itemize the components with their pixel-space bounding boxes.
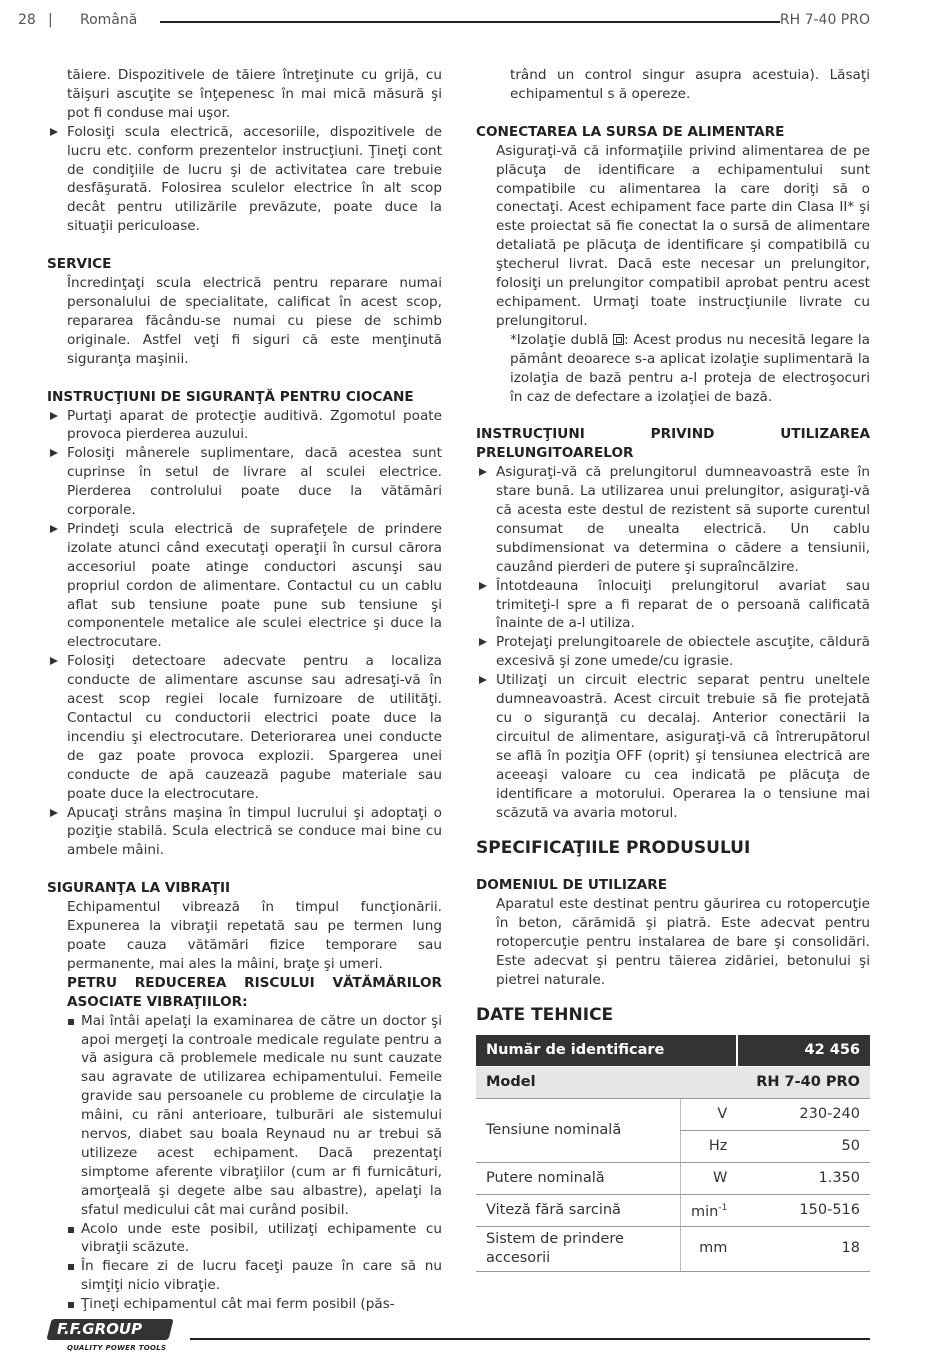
domain-text: Aparatul este destinat pentru găurirea cu rotopercuţie în beton, cărămidă şi piatră. Este adecvat pentru rotopercuţie pentru instalarea de bare şi consolidări. Este adecvat şi pentru tăierea zidăriei, betonului şi pietrei naturale.: [496, 896, 870, 988]
service-text: Încredinţaţi scula electrică pentru reparare numai personalului de specialitate, calificat în acest scop, repararea făcându-se numai cu piese de schimb originale. Astfel veţi fi siguri că este menţinută siguranţa maşinii.: [67, 275, 442, 367]
chuck-value: 18: [737, 1226, 870, 1271]
power-heading: CONECTAREA LA SURSA DE ALIMENTARE: [476, 123, 785, 140]
domain-heading: DOMENIUL DE UTILIZARE: [476, 877, 668, 894]
page-number: 28: [18, 12, 36, 28]
speed-unit-exponent: -1: [718, 1202, 728, 1213]
power-label: Putere nominală: [476, 1162, 681, 1194]
chuck-unit: mm: [681, 1226, 738, 1271]
header-rule: [160, 21, 780, 23]
table-row: [476, 1035, 870, 1067]
specifications-heading: SPECIFICAŢIILE PRODUSULUI: [476, 838, 751, 859]
vibration-heading: SIGURANŢA LA VIBRAŢII: [47, 880, 231, 897]
service-heading: SERVICE: [47, 256, 112, 273]
header-separator: |: [48, 12, 53, 28]
intro-text: tăiere. Dispozitivele de tăiere întreţinute cu grijă, cu tăişuri ascuţite se înţepenesc în mai mică măsură şi pot fi conduse mai uşor.: [67, 67, 442, 121]
tech-data-heading: DATE TEHNICE: [476, 1004, 614, 1025]
logo-text: F.F.GROUP: [57, 1320, 143, 1338]
frequency-unit: Hz: [681, 1130, 738, 1162]
continued-text: trând un control singur asupra acestuia). Lăsaţi echipamentul s ă opereze.: [510, 67, 870, 102]
id-label: Număr de identificare: [476, 1035, 737, 1067]
page-header: [18, 12, 870, 34]
tech-data-table: [476, 1035, 870, 1272]
reduce-risk-heading: PETRU REDUCEREA RISCULUI VĂTĂMĂRILOR ASOCIATE VIBRAŢIILOR:: [67, 974, 442, 1010]
header-language: Română: [80, 12, 138, 28]
voltage-value: 230-240: [737, 1098, 870, 1130]
intro-bullet: Folosiţi scula electrică, accesoriile, dispozitivele de lucru etc. conform prezentelor instrucţiuni. Ţineţi cont de condiţiile de lucru şi de activitatea care trebuie desfăşurată. Folosirea sculelor electrice în alt scop decât pentru utilizările prevăzute, poate duce la situaţii periculoase.: [47, 123, 442, 236]
speed-value: 150-516: [737, 1194, 870, 1226]
power-text: Asiguraţi-vă că informaţiile privind alimentarea de pe plăcuţa de identificare a echipamentului sunt compatibile cu alimentarea la care doriţi să o conectaţi. Acest echipament face parte din Clasa II* şi este proiectat să fie conectat la o sursă de alimentare detaliată pe plăcuţa de identificare şi compatibilă cu ştecherul livrat. Dacă este necesar un prelungitor, folosiţi un prelungitor compatibil aprobat pentru acest echipament. Urmaţi toate instrucţiunile livrate cu prelungitorul.: [496, 142, 870, 329]
model-value: RH 7-40 PRO: [737, 1066, 870, 1098]
voltage-unit: V: [681, 1098, 738, 1130]
power-value: 1.350: [737, 1162, 870, 1194]
insulation-text: : Acest produs nu necesită legare la pământ deoarece s-a aplicat izolaţie suplimentară la izolaţia de bază pentru a-l proteja de electroşocuri în caz de defectare a izolaţiei de bază.: [510, 331, 870, 405]
table-row: [476, 1098, 870, 1130]
hammer-heading: INSTRUCŢIUNI DE SIGURANŢĂ PENTRU CIOCANE: [47, 388, 414, 405]
frequency-value: 50: [737, 1130, 870, 1162]
left-column: [47, 66, 442, 1314]
list-item: Întotdeauna înlocuiţi prelungitorul avariat sau trimiteţi-l spre a fi reparat de o persoană calificată înainte de a-l utiliza.: [476, 577, 870, 634]
insulation-note: [476, 331, 870, 407]
double-insulation-icon: [613, 334, 624, 345]
vibration-text: Echipamentul vibrează în timpul funcţionării. Expunerea la vibraţii repetată sau pe termen lung poate cauza vătămări fizice temporare sau permanente, mai ales la mâini, braţe şi umeri.: [67, 899, 442, 972]
table-row: [476, 1162, 870, 1194]
speed-unit: min: [691, 1203, 719, 1220]
list-item: Protejaţi prelungitoarele de obiectele ascuţite, căldură excesivă şi zone umede/cu igrasie.: [476, 633, 870, 671]
footer-rule: [190, 1338, 870, 1340]
list-item: Prindeţi scula electrică de suprafeţele de prindere izolate atunci când executaţi operaţii în cursul cărora accesoriul poate atinge conductori ascunşi sau propriul cordon de alimentare. Contactul cu un cablu aflat sub tensiune poate pune sub tensiune şi componentele metalice ale sculei electrice şi duce la electrocutare.: [47, 520, 442, 652]
model-label: Model: [476, 1066, 737, 1098]
header-model: RH 7-40 PRO: [779, 12, 870, 28]
list-item: Mai întâi apelaţi la examinarea de către un doctor şi apoi mergeţi la controale medicale regulate pentru a vă asigura că problemele medicale nu sunt cauzate sau agravate de utilizarea echipamentului. Femeile gravide sau persoanele cu probleme de circulaţie la mâini, cu răni anterioare, tulburări ale sistemului nervos, diabet sau boala Reynaud nu ar trebui să utilizeze acest echipament. Dacă prezentaţi simptome aferente vibraţiilor (cum ar fi furnicături, amorţeală şi degete albe sau albastre), apelaţi la sfatul medicului cât mai curând posibil.: [47, 1012, 442, 1220]
table-row: [476, 1194, 870, 1226]
list-item: Acolo unde este posibil, utilizaţi echipamente cu vibraţii scăzute.: [47, 1220, 442, 1258]
list-item: Utilizaţi un circuit electric separat pentru uneltele dumneavoastră. Acest circuit trebuie să fie protejată cu o siguranţă cu decalaj. Anterior conectării la circuitul de alimentare, asiguraţi-vă că întrerupătorul se află în poziţia OFF (oprit) şi tensiunea electrică are aceeaşi valoare cu cea indicată pe plăcuţa de identificare a motorului. Operarea la o tensiune mai scăzută va avaria motorul.: [476, 671, 870, 822]
voltage-label: Tensiune nominală: [476, 1098, 681, 1162]
list-item: Folosiţi detectoare adecvate pentru a localiza conducte de alimentare ascunse sau adresaţi-vă în acest scop regiei locale furnizoare de utilităţi. Contactul cu conductorii electrici poate duce la incendiu şi electrocutare. Deteriorarea unei conducte de gaz poate provoca explozii. Spargerea unei conducte de apă cauzează pagube materiale sau poate duce la electrocutare.: [47, 652, 442, 803]
power-unit: W: [681, 1162, 738, 1194]
list-item: În fiecare zi de lucru faceţi pauze în care să nu simţiţi nicio vibraţie.: [47, 1257, 442, 1295]
speed-unit-cell: [681, 1194, 738, 1226]
id-value: 42 456: [737, 1035, 870, 1067]
logo-tagline: QUALITY POWER TOOLS: [67, 1344, 167, 1352]
right-column: [476, 66, 870, 1272]
list-item: Purtaţi aparat de protecţie auditivă. Zgomotul poate provoca pierderea auzului.: [47, 407, 442, 445]
list-item: Asiguraţi-vă că prelungitorul dumneavoastră este în stare bună. La utilizarea unui prelungitor, asiguraţi-vă că acesta este destul de rezistent să suporte curentul consumat de unealta electrică. Un cablu subdimensionat va determina o cădere a tensiunii, cauzând pierderi de putere şi supraîncălzire.: [476, 463, 870, 576]
list-item: Ţineţi echipamentul cât mai ferm posibil (păs-: [47, 1295, 442, 1314]
chuck-label: Sistem de prindere accesorii: [476, 1226, 681, 1271]
insulation-prefix: *Izolaţie dublă: [510, 331, 609, 348]
extension-heading: INSTRUCŢIUNI PRIVIND UTILIZAREA PRELUNGITOARELOR: [476, 426, 870, 462]
speed-label: Viteză fără sarcină: [476, 1194, 681, 1226]
list-item: Folosiţi mânerele suplimentare, dacă acestea sunt cuprinse în setul de livrare al sculei electrice. Pierderea controlului poate duce la vătămări corporale.: [47, 444, 442, 520]
ffgroup-logo: [47, 1319, 175, 1355]
table-row: [476, 1066, 870, 1098]
table-row: [476, 1226, 870, 1271]
list-item: Apucaţi strâns maşina în timpul lucrului şi adoptaţi o poziţie stabilă. Scula electrică se conduce mai bine cu ambele mâini.: [47, 804, 442, 861]
